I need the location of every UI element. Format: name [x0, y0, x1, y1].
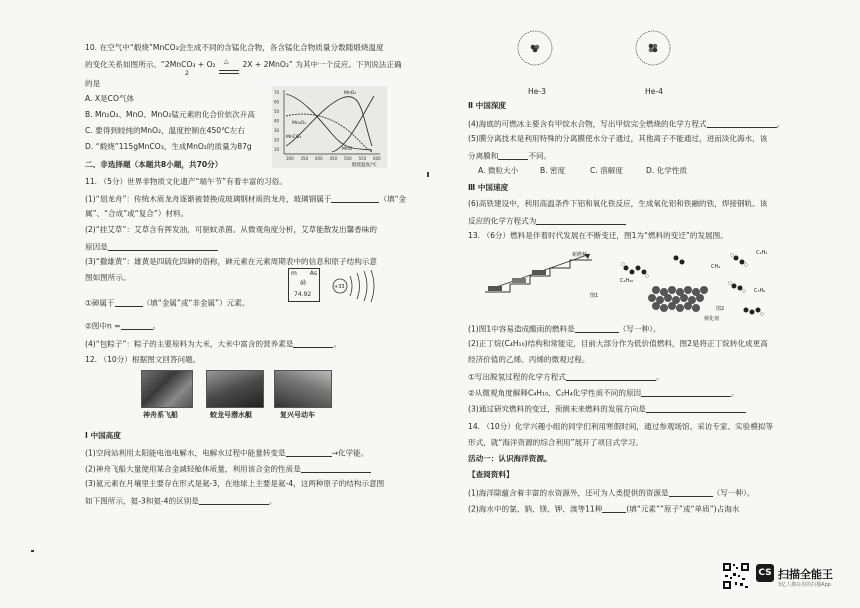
- c4h10-label: C₄H₁₀: [620, 278, 634, 284]
- q11-p3: (3)“撒雄黄”：雄黄是四硫化四砷的俗称，砷元素在元素周期表中的信息和原子结构示意: [85, 257, 377, 266]
- mn-compound-chart: [272, 86, 387, 168]
- answer-blank[interactable]: [115, 298, 143, 307]
- arsenic-atom-diagram: [330, 268, 380, 304]
- q13-p1: (1)图1中容易造成酸雨的燃料是 （写一种）。: [468, 324, 661, 334]
- answer-blank[interactable]: [707, 119, 777, 128]
- q13-p2-1: ①写出脱氢过程的化学方程式 。: [468, 372, 664, 382]
- label-mno: MnO: [342, 147, 353, 152]
- scanner-watermark: [722, 562, 842, 592]
- brand-name: 扫描全能王: [778, 568, 833, 581]
- chart-xlabel: 煅烧温度/℃: [352, 163, 377, 168]
- x-tick-label: 300: [286, 156, 294, 161]
- q13-p2-cont: 经济价值的乙烯、丙烯的微观过程。: [468, 355, 590, 364]
- label-mno2: MnO₂: [344, 91, 357, 96]
- q11-p1-cont: 属”、“合成”或“复合”）材料。: [85, 209, 189, 218]
- qr-code-icon: [722, 562, 750, 590]
- q11-p3-2: ②图中n = 。: [85, 321, 161, 331]
- q13-p2: (2)正丁烷(C₄H₁₀)结构和常能定，目前大部分作为低价值燃料，图2是将正丁烷转化成更高: [468, 339, 768, 348]
- section1-title: Ⅰ 中国高度: [85, 431, 121, 440]
- q11-p2-cont: 原因是: [85, 242, 218, 251]
- q11-line1: 11. （5分）世界非物质文化遗产“端午节”有着丰富的习俗。: [85, 177, 287, 186]
- column-divider-mark: [427, 172, 429, 177]
- q10-line1: 10. 在空气中“煅烧”MnCO₃会生成不同的含锰化合物，各含锰化合物质量分数随煅烧温度: [85, 43, 384, 52]
- arsenic-element-cell: m As 砷 74.92: [288, 268, 320, 302]
- fig1-label: 图1: [590, 293, 599, 298]
- fuel-evolution-figure1: [480, 242, 610, 298]
- q11-p4: (4)“包粽子”：粽子的主要原料为大米，大米中富含的营养素是 。: [85, 339, 342, 349]
- x-tick-label: 400: [315, 156, 323, 161]
- q14-check-info: 【查阅资料】: [468, 470, 514, 479]
- section2-depth-title: Ⅱ 中国深度: [468, 101, 507, 110]
- q12-p5-cont: 分离膜和 不同。: [468, 151, 552, 161]
- he4-atom-diagram: [633, 28, 673, 68]
- y-tick-label: 20: [274, 137, 280, 143]
- answer-blank[interactable]: [641, 388, 731, 397]
- svg-text:+33: +33: [334, 284, 345, 290]
- q10-option-c: C. 要得到较纯的MnO₂，温度控制在450℃左右: [85, 126, 245, 135]
- y-tick-label: 10: [274, 147, 280, 152]
- q12-p5-option-b: B. 密度: [540, 166, 566, 175]
- q11-p3-1: ①砷属于 （填“金属”或“非金属”）元素。: [85, 298, 250, 308]
- photo3-caption: 复兴号动车: [280, 411, 315, 419]
- answer-blank[interactable]: [575, 324, 619, 333]
- ch4-label: CH₄: [711, 264, 721, 270]
- c3h6-label: C₃H₆: [754, 288, 766, 294]
- answer-blank[interactable]: [199, 496, 269, 505]
- q10-line2: 的变化关系如图所示。“2MnCO₃ + O₂ △ 2X + 2MnO₂” 为其中一个反应。下列说法正确: [85, 61, 402, 69]
- q10-line3: 的是: [85, 79, 101, 88]
- q12-p3-cont: 如下图所示，氦-3和氦-4的区别是 。: [85, 496, 277, 506]
- camscanner-logo-icon: CS: [756, 564, 774, 582]
- q12-p2: (2)神舟飞船大量使用某合金减轻舱体质量，利用该合金的性质是: [85, 464, 371, 473]
- section3-speed-title: Ⅲ 中国速度: [468, 183, 509, 192]
- x-tick-label: 450: [329, 156, 338, 161]
- q11-p2: (2)“挂艾草”：艾草含有挥发油，可驱蚊杀菌。从微观角度分析，艾草能散发出馨香味的: [85, 225, 377, 234]
- brand-tagline: 3亿人都在用的扫描App: [778, 582, 831, 588]
- q12-p6-cont: 反应的化学方程式为: [468, 216, 626, 225]
- answer-blank[interactable]: [669, 488, 713, 497]
- jiaolong-photo: [206, 370, 264, 408]
- q14-p2: (2)海水中的氯、钠、镁、钾、溴等11种 (填“元素”“原子”或“单质”)占海水: [468, 504, 740, 514]
- x-tick-label: 550: [358, 156, 367, 161]
- q12-p5-option-d: D. 化学性质: [646, 166, 688, 175]
- y-tick-label: 50: [274, 109, 280, 114]
- q14-activity: 活动一：认识海洋资源。: [468, 454, 552, 463]
- label-mn2o3: Mn₂O₃: [292, 121, 306, 126]
- q10-option-b: B. Mn₂O₃、MnO、MnO₂锰元素的化合价依次升高: [85, 110, 255, 119]
- label-mnco3: MnCO₃: [286, 135, 302, 140]
- fuxing-photo: [274, 370, 332, 408]
- q12-p3: (3)氦元素在月壤里主要存在形式是氦-3，在地球上主要是氦-4，这两种原子的结构示意图: [85, 479, 385, 488]
- q14-line1: 14. （10分）化学兴趣小组的同学们利用寒假时间，通过参观场馆、采访专家、实验模拟等: [468, 422, 774, 431]
- q10-option-d: D. “煅烧”115gMnCO₃，生成MnO₂的质量为87g: [85, 142, 252, 151]
- y-tick-label: 60: [274, 99, 280, 105]
- q12-p5-option-c: C. 溶解度: [590, 166, 623, 175]
- he3-label: He-3: [528, 87, 546, 96]
- he3-atom-diagram: [515, 28, 555, 68]
- answer-blank[interactable]: [646, 404, 746, 413]
- answer-blank[interactable]: [498, 151, 528, 160]
- c2h4-label: C₂H₄: [756, 250, 768, 256]
- catalyst-label: 催化剂: [704, 316, 720, 322]
- x-tick-label: 600: [373, 156, 381, 161]
- answer-blank[interactable]: [536, 216, 626, 225]
- condition-subscript: 2: [185, 70, 189, 77]
- answer-blank[interactable]: [301, 464, 371, 473]
- answer-blank[interactable]: [293, 339, 333, 348]
- q12-line1: 12. （10分）根据图文回答问题。: [85, 355, 201, 364]
- answer-blank[interactable]: [331, 194, 379, 203]
- he4-label: He-4: [645, 87, 663, 96]
- q13-p3: (3)通过研究燃料的变迁，预测未来燃料的发展方向是: [468, 404, 746, 413]
- q14-line2: 形式，就“海洋资源的综合利用”展开了项目式学习。: [468, 438, 643, 447]
- scan-speck: [31, 550, 34, 552]
- q11-p3-cont: 图如图所示。: [85, 273, 131, 282]
- section2-title: 二、非选择题（本题共8小题，共70分）: [85, 160, 223, 169]
- y-tick-label: 40: [274, 118, 280, 124]
- q10-option-a: A. X是CO气体: [85, 94, 135, 103]
- q13-line1: 13. （6分）燃料是伴着时代发展在不断变迁，图1为“燃料的变迁”的发展图。: [468, 231, 728, 240]
- answer-blank[interactable]: [602, 504, 626, 513]
- q12-p1: (1)空间站利用太阳能电池电解水，电解水过程中能量转变是 →化学能。: [85, 448, 369, 458]
- photo1-caption: 神舟系飞船: [143, 411, 178, 419]
- answer-blank[interactable]: [286, 448, 332, 457]
- q12-p5-option-a: A. 微粒大小: [478, 166, 519, 175]
- q12-p4: (4)海底的可燃冰主要含有甲烷水合物，写出甲烷完全燃烧的化学方程式 。: [468, 119, 785, 129]
- answer-blank[interactable]: [121, 321, 153, 330]
- y-tick-label: 30: [274, 128, 280, 133]
- q14-p1: (1)海洋除蕴含着丰富的水资源外，还可为人类提供的资源是 （写一种）。: [468, 488, 755, 498]
- x-tick-label: 500: [344, 156, 352, 161]
- q12-p5: (5)膜分离技术是利用特殊的分离膜使水分子通过，其他离子不能通过，进而淡化海水，该: [468, 134, 768, 143]
- x-tick-label: 350: [300, 156, 309, 161]
- answer-blank[interactable]: [108, 242, 218, 251]
- new-fuel-label: 新燃料: [572, 252, 588, 258]
- q11-p1: (1)“划龙舟”：传统木质龙舟逐渐被替换成玻璃钢材质的龙舟，玻璃钢属于 （填“金: [85, 194, 407, 204]
- y-tick-label: 70: [274, 90, 280, 95]
- q12-p6: (6)高铁建设中，利用高温条件下铝和氧化铁反应，生成氧化铝和铁融的铁，焊接钢轨。该: [468, 199, 768, 208]
- shenzhou-photo: [141, 370, 193, 408]
- q13-p2-2: ②从微观角度解释C₄H₁₀、C₂H₄化学性质不同的原因 。: [468, 388, 739, 398]
- fig2-label: 图2: [716, 306, 725, 312]
- answer-blank[interactable]: [566, 372, 656, 381]
- butane-conversion-figure2: [616, 238, 786, 324]
- photo2-caption: 蛟龙号潜水艇: [210, 411, 252, 419]
